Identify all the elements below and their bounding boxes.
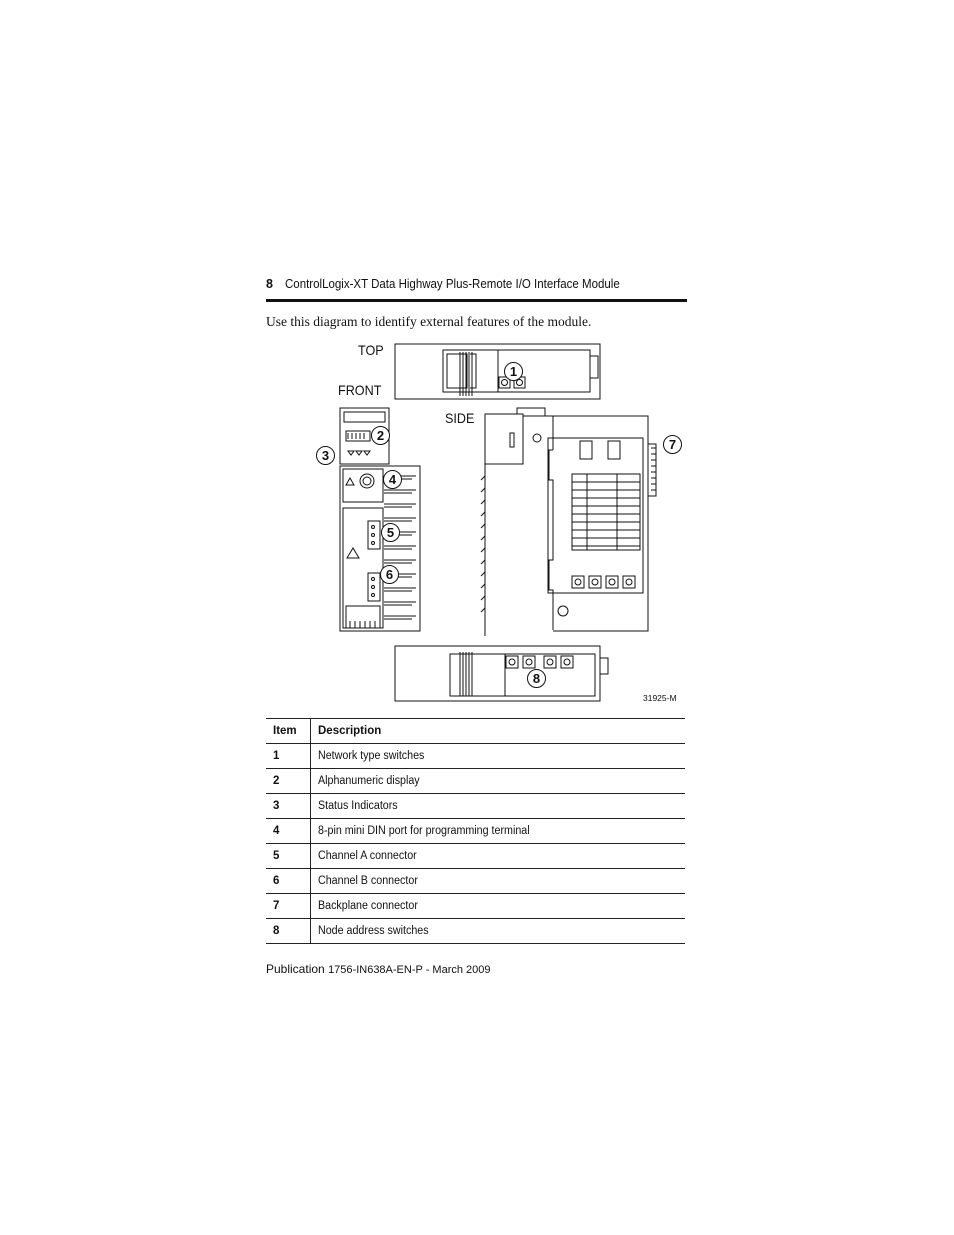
table-row [266,869,685,894]
side-view-label: SIDE [445,410,475,426]
item-description-table [266,718,685,944]
callout-4: 4 [383,470,402,489]
bottom-view-drawing [395,646,608,701]
footer-label: Publication [266,962,325,976]
item-description: Alphanumeric display [318,775,420,787]
figure-id: 31925-M [643,693,677,703]
table-row [266,919,685,944]
module-diagram [310,336,695,710]
page-footer [266,962,491,976]
table-row [266,794,685,819]
callout-3: 3 [316,446,335,465]
item-number: 1 [266,744,311,769]
item-number: 5 [266,844,311,869]
header-rule [266,299,687,302]
description-column-header: Description [311,719,686,744]
front-view-label: FRONT [338,382,382,398]
item-description: Status Indicators [318,800,398,812]
table-row [266,769,685,794]
table-header-row [266,719,685,744]
callout-6: 6 [380,565,399,584]
publication-number: 1756-IN638A-EN-P - March 2009 [328,964,491,976]
page-number: 8 [266,277,273,291]
item-number: 2 [266,769,311,794]
callout-5: 5 [381,523,400,542]
front-view-lower [340,466,420,631]
top-view-drawing [395,344,600,399]
table-row [266,819,685,844]
callout-7: 7 [663,435,682,454]
intro-text: Use this diagram to identify external features of the module. [266,314,592,329]
table-row [266,894,685,919]
item-description: Backplane connector [318,900,418,912]
item-number: 4 [266,819,311,844]
side-view-drawing [481,408,656,636]
item-description: Node address switches [318,925,429,937]
callout-8: 8 [527,669,546,688]
callout-2: 2 [371,426,390,445]
item-number: 8 [266,919,311,944]
item-description: 8-pin mini DIN port for programming terminal [318,825,530,837]
top-view-label: TOP [358,342,384,358]
table-row [266,844,685,869]
item-number: 7 [266,894,311,919]
item-description: Channel A connector [318,850,417,862]
table-row [266,744,685,769]
callout-1: 1 [504,362,523,381]
running-title: ControlLogix-XT Data Highway Plus-Remote I/O Interface Module [285,277,620,291]
item-number: 3 [266,794,311,819]
item-number: 6 [266,869,311,894]
item-column-header: Item [266,719,311,744]
item-description: Channel B connector [318,875,418,887]
item-description: Network type switches [318,750,425,762]
